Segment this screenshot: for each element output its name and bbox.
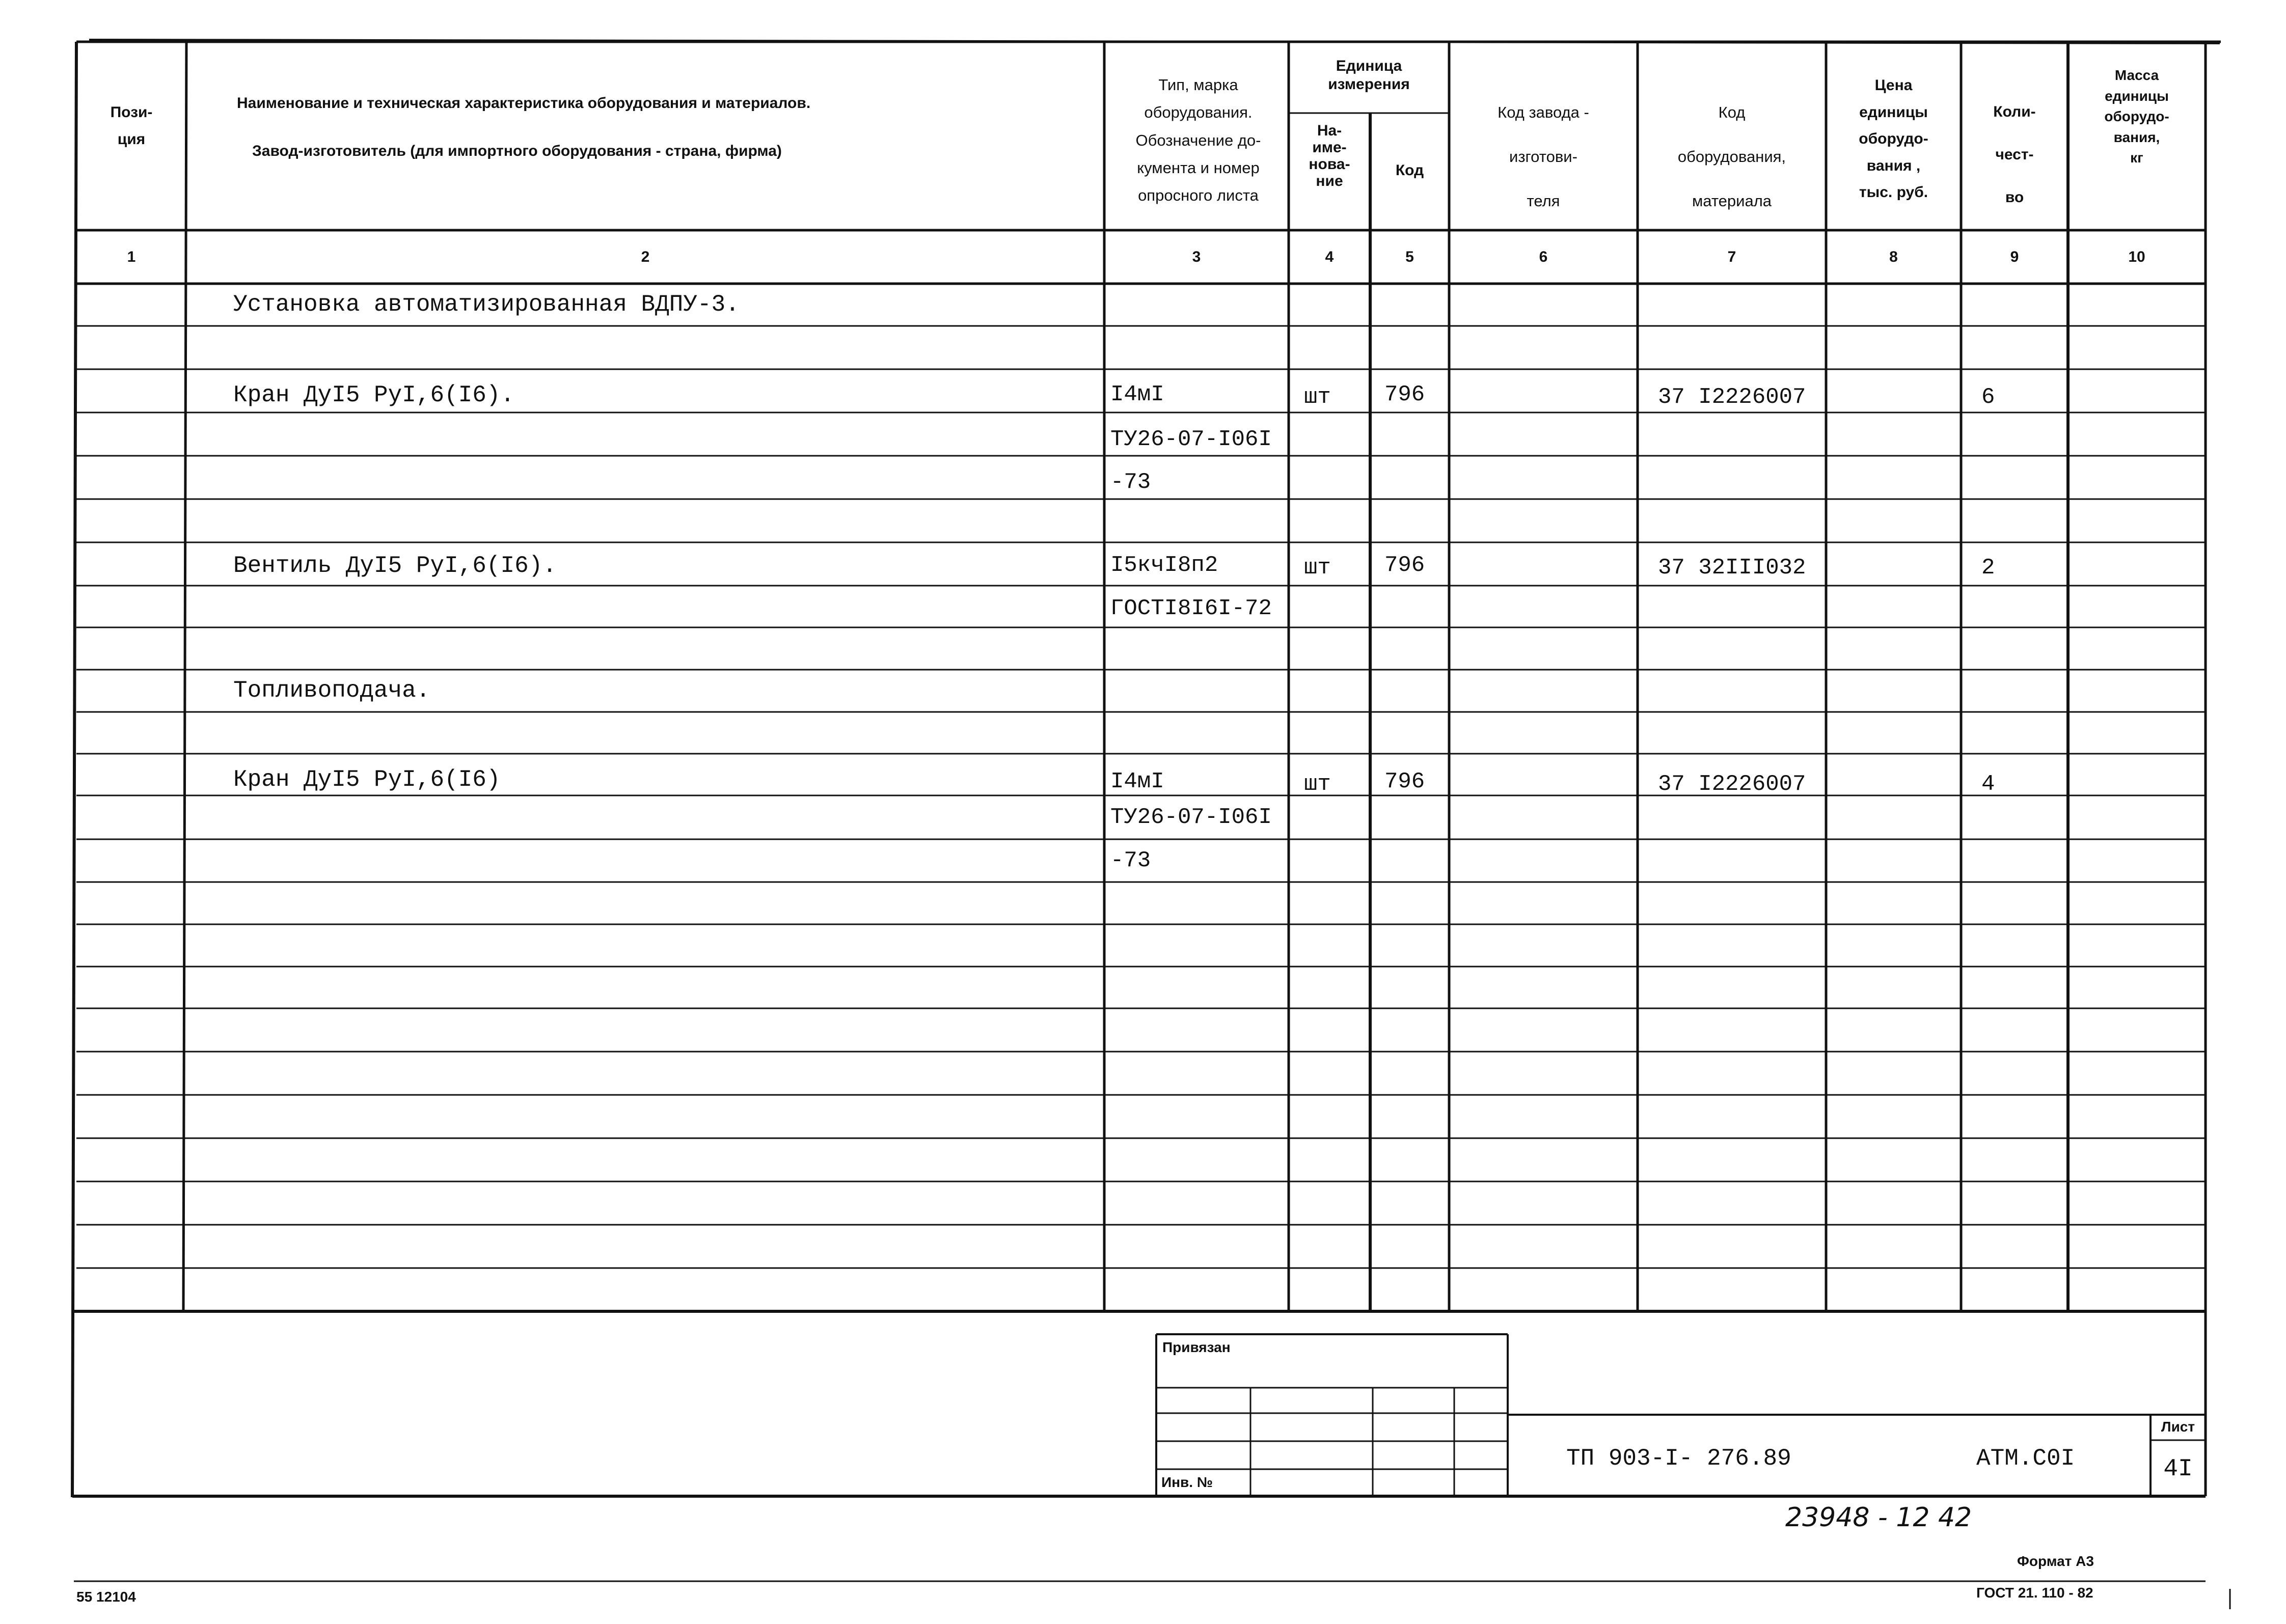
- item-unit: шт: [1304, 384, 1331, 410]
- column-number: 8: [1889, 249, 1898, 265]
- item-type: I4мI: [1110, 382, 1164, 407]
- column-number: 9: [2010, 249, 2019, 265]
- sheet-label: Лист: [2161, 1419, 2195, 1435]
- header-unit-group: Единица измерения: [1328, 58, 1410, 93]
- item-unit: шт: [1304, 772, 1331, 797]
- item-name: Вентиль ДуI5 РуI,6(I6).: [233, 553, 557, 579]
- item-quantity: 4: [1981, 772, 1995, 797]
- header-equipment-code: Код оборудования, материала: [1677, 103, 1786, 210]
- item-type: I4мI: [1110, 769, 1164, 794]
- header-type: Тип, марка оборудования. Обозначение до- кумента и номер опросного листа: [1135, 76, 1261, 204]
- item-code: 37 32III032: [1658, 555, 1806, 581]
- header-unit-name: На- име- нова- ние: [1309, 122, 1350, 189]
- item-type: ГОСТI8I6I-72: [1110, 596, 1272, 621]
- item-type: ТУ26-07-I06I: [1110, 805, 1272, 830]
- header-unit-code: Код: [1395, 162, 1424, 179]
- header-quantity: Коли- чест- во: [1993, 103, 2036, 206]
- gost-label: ГОСТ 21. 110 - 82: [1976, 1585, 2093, 1601]
- column-number: 1: [127, 249, 136, 265]
- document-number: ТП 903-I- 276.89: [1566, 1445, 1791, 1472]
- column-number: 4: [1325, 249, 1334, 265]
- column-number: 3: [1192, 249, 1201, 265]
- item-type: I5кчI8п2: [1110, 553, 1218, 578]
- item-name: Кран ДуI5 РуI,6(I6).: [233, 382, 515, 408]
- item-type: -73: [1110, 470, 1151, 495]
- document-code: АТМ.С0I: [1976, 1445, 2075, 1472]
- section-heading: Установка автоматизированная ВДПУ-3.: [233, 291, 740, 318]
- item-quantity: 6: [1981, 384, 1995, 410]
- column-number: 2: [641, 249, 650, 265]
- column-number: 7: [1727, 249, 1736, 265]
- item-code: 37 I2226007: [1658, 772, 1806, 797]
- header-factory-code: Код завода - изготови- теля: [1498, 103, 1589, 210]
- column-number: 10: [2128, 249, 2145, 265]
- column-number: 5: [1405, 249, 1414, 265]
- item-name: Кран ДуI5 РуI,6(I6): [233, 766, 501, 793]
- item-quantity: 2: [1981, 555, 1995, 581]
- item-type: ТУ26-07-I06I: [1110, 427, 1272, 452]
- stamp-privyazan: Привязан: [1162, 1339, 1231, 1355]
- header-name-line2: Завод-изготовитель (для импортного оборудования - страна, фирма): [252, 143, 782, 159]
- sheet-number: 4I: [2163, 1455, 2193, 1483]
- header-price: Цена единицы оборудо- вания , тыс. руб.: [1859, 77, 1928, 201]
- item-code: 37 I2226007: [1658, 384, 1806, 410]
- format-label: Формат А3: [2017, 1553, 2094, 1569]
- item-unit: шт: [1304, 555, 1331, 581]
- header-name-line1: Наименование и техническая характеристика оборудования и материалов.: [237, 95, 811, 112]
- section-heading: Топливоподача.: [233, 677, 430, 704]
- item-unit-code: 796: [1384, 553, 1425, 578]
- left-code: 55 12104: [76, 1589, 136, 1605]
- handwritten-number: 23948 - 12 42: [1785, 1502, 1972, 1533]
- header-position: Пози- ция: [110, 104, 153, 148]
- column-number: 6: [1539, 249, 1548, 265]
- stamp-inventory-number: Инв. №: [1161, 1474, 1213, 1490]
- item-unit-code: 796: [1384, 769, 1425, 794]
- header-mass: Масса единицы оборудо- вания, кг: [2104, 67, 2169, 166]
- item-unit-code: 796: [1384, 382, 1425, 407]
- item-type: -73: [1110, 848, 1151, 873]
